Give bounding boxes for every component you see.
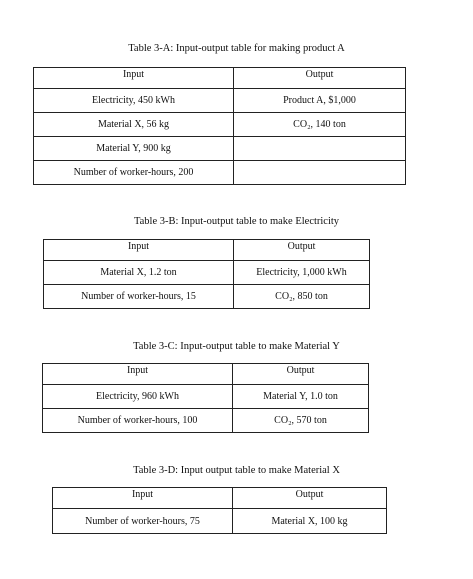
table-c <box>42 363 369 433</box>
table-row <box>44 285 370 309</box>
table-a-output-cell: Product A, $1,000 <box>234 89 406 113</box>
table-a-input-cell: Electricity, 450 kWh <box>34 89 234 113</box>
table-b-caption: Table 3-B: Input-output table to make Electricity <box>133 216 340 227</box>
table-c-caption: Table 3-C: Input-output table to make Material Y <box>133 341 340 352</box>
table-b <box>43 239 370 309</box>
table-row <box>43 385 369 409</box>
table-row <box>44 261 370 285</box>
table-b-output-header: Output <box>234 240 370 261</box>
table-c-output-cell: CO₂, 570 ton <box>233 409 369 433</box>
table-a-input-cell: Material X, 56 kg <box>34 113 234 137</box>
table-b-output-cell: CO₂, 850 ton <box>234 285 370 309</box>
table-d-input-cell: Number of worker-hours, 75 <box>53 509 233 534</box>
table-a-caption: Table 3-A: Input-output table for making product A <box>128 43 345 54</box>
table-row <box>34 137 406 161</box>
table-b-output-cell: Electricity, 1,000 kWh <box>234 261 370 285</box>
table-a-input-cell: Material Y, 900 kg <box>34 137 234 161</box>
table-b-input-header: Input <box>44 240 234 261</box>
table-row <box>34 161 406 185</box>
table-row <box>34 89 406 113</box>
table-a <box>33 67 406 185</box>
table-d-output-cell: Material X, 100 kg <box>233 509 387 534</box>
table-row <box>34 113 406 137</box>
table-d-input-header: Input <box>53 488 233 509</box>
table-a-output-cell: CO₂, 140 ton <box>234 113 406 137</box>
table-d <box>52 487 387 534</box>
table-d-output-header: Output <box>233 488 387 509</box>
table-a-output-cell <box>234 161 406 185</box>
table-b-input-cell: Material X, 1.2 ton <box>44 261 234 285</box>
table-a-input-header: Input <box>34 68 234 89</box>
table-d-caption: Table 3-D: Input output table to make Material X <box>133 465 340 476</box>
table-a-input-cell: Number of worker-hours, 200 <box>34 161 234 185</box>
table-a-output-header: Output <box>234 68 406 89</box>
table-c-output-cell: Material Y, 1.0 ton <box>233 385 369 409</box>
table-b-input-cell: Number of worker-hours, 15 <box>44 285 234 309</box>
table-c-output-header: Output <box>233 364 369 385</box>
table-c-input-header: Input <box>43 364 233 385</box>
table-c-input-cell: Number of worker-hours, 100 <box>43 409 233 433</box>
table-a-output-cell <box>234 137 406 161</box>
table-row <box>53 509 387 534</box>
table-c-input-cell: Electricity, 960 kWh <box>43 385 233 409</box>
table-row <box>43 409 369 433</box>
